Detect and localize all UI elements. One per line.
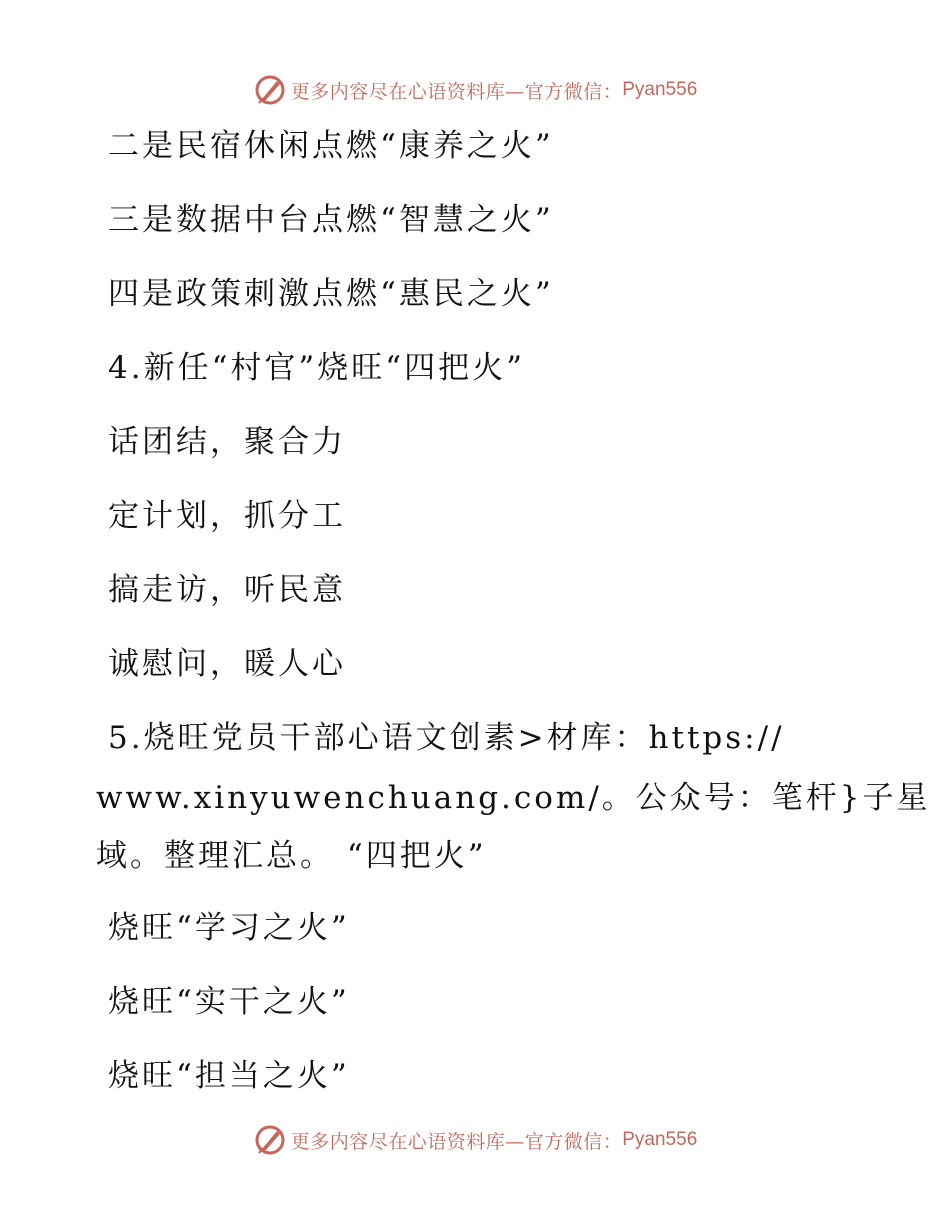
text-line: 烧旺“担当之火” — [108, 1058, 350, 1094]
wechat-id: Pyan556 — [622, 79, 698, 100]
text-line: 话团结，聚合力 — [108, 424, 346, 460]
text-line: 四是政策刺激点燃“惠民之火” — [108, 276, 554, 312]
section-heading: 5.烧旺党员干部心语文创素>材库：https:// — [108, 720, 785, 756]
header-banner — [0, 70, 950, 110]
text-line: 二是民宿休闲点燃“康养之火” — [108, 128, 554, 164]
text-line: 三是数据中台点燃“智慧之火” — [108, 202, 554, 238]
text-line: 诚慰问，暖人心 — [108, 646, 346, 682]
text-line: 烧旺“学习之火” — [108, 910, 350, 946]
quill-logo-icon — [253, 73, 287, 107]
banner-text: 更多内容尽在心语资料库—官方微信： — [290, 80, 623, 103]
banner-text: 更多内容尽在心语资料库—官方微信： — [290, 1130, 623, 1153]
section-heading: 4.新任“村官”烧旺“四把火” — [108, 350, 525, 386]
text-line: 搞走访，听民意 — [108, 572, 346, 608]
wechat-id: Pyan556 — [622, 1129, 698, 1150]
text-line: www.xinyuwenchuang.com/。公众号：笔杆}子星 — [96, 780, 931, 816]
text-line: 域。整理汇总。 “四把火” — [96, 838, 487, 874]
footer-banner — [0, 1120, 950, 1160]
text-line: 烧旺“实干之火” — [108, 984, 350, 1020]
text-line: 定计划，抓分工 — [108, 498, 346, 534]
quill-logo-icon — [253, 1123, 287, 1157]
